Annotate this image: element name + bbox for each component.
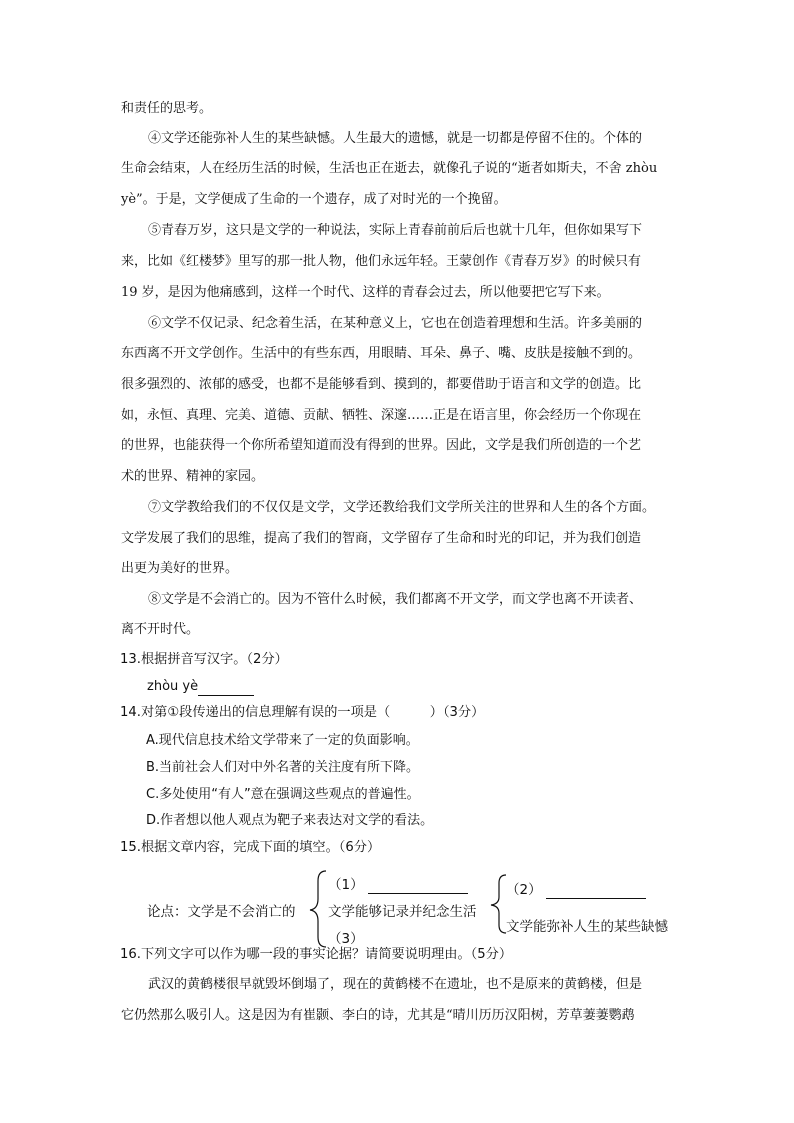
question-14: 14.对第①段传递出的信息理解有误的一项是（ ）（3分）: [120, 705, 485, 720]
passage-paragraph-7-line: ⑦文学教给我们的不仅仅是文学，文学还教给我们文学所关注的世界和人生的各个方面。: [148, 500, 656, 515]
blank-2-line[interactable]: [546, 882, 646, 899]
question-14-option-d: D.作者想以他人观点为靶子来表达对文学的看法。: [146, 813, 434, 828]
question-16-text-line: 武汉的黄鹤楼很早就毁坏倒塌了，现在的黄鹤楼不在遗址，也不是原来的黄鹤楼，但是: [148, 977, 643, 992]
passage-paragraph-6-line: 很多强烈的、浓郁的感受，也都不是能够看到、摸到的，都要借助于语言和文学的创造。比: [121, 377, 642, 392]
passage-paragraph-4-line: 生命会结束，人在经历生活的时候，生活也正在逝去，就像孔子说的“逝者如斯夫，不舍 zhòu: [121, 161, 658, 176]
passage-paragraph-5-line: 来，比如《红楼梦》里写的那一批人物，他们永远年轻。王蒙创作《青春万岁》的时候只有: [121, 254, 642, 269]
passage-paragraph-5-line: 19 岁，是因为他痛感到，这样一个时代、这样的青春会过去，所以他要把它写下来。: [121, 285, 610, 300]
passage-paragraph-6-line: ⑥文学不仅记录、纪念着生活，在某种意义上，它也在创造着理想和生活。许多美丽的: [148, 316, 643, 331]
passage-paragraph-6-line: 术的世界、精神的家园。: [121, 469, 265, 484]
passage-paragraph-6-line: 如，永恒、真理、完美、道德、贡献、牺牲、深邃……正是在语言里，你会经历一个你现在: [121, 408, 642, 423]
blank-2-row: [506, 882, 646, 899]
question-16: 16.下列文字可以作为哪一段的事实论据？请简要说明理由。（5分）: [120, 947, 513, 962]
passage-paragraph-6-line: 的世界，也能获得一个你所希望知道而没有得到的世界。因此，文学是我们所创造的一个艺: [121, 438, 642, 453]
thesis-label: 论点：文学是不会消亡的: [147, 904, 296, 920]
passage-paragraph-7-line: 文学发展了我们的思维，提高了我们的智商，文学留存了生命和时光的印记，并为我们创造: [121, 531, 642, 546]
passage-paragraph-4-line: ④文学还能弥补人生的某些缺憾。人生最大的遗憾，就是一切都是停留不住的。个体的: [148, 131, 643, 146]
blank-3-row: [328, 931, 364, 947]
question-14-option-c: C.多处使用“有人”意在强调这些观点的普遍性。: [146, 787, 420, 802]
blank-2-label: （2）: [506, 882, 542, 898]
answer-blank[interactable]: [198, 679, 254, 696]
diagram-right-label: 文学能弥补人生的某些缺憾: [506, 919, 668, 935]
blank-1-line[interactable]: [368, 877, 468, 894]
passage-paragraph-6-line: 东西离不开文学创作。生活中的有些东西，用眼睛、耳朵、鼻子、嘴、皮肤是接触不到的。: [121, 346, 642, 361]
blank-1-label: （1）: [328, 877, 364, 893]
passage-paragraph-7-line: 出更为美好的世界。: [121, 561, 239, 576]
question-14-option-a: A.现代信息技术给文学带来了一定的负面影响。: [146, 733, 419, 748]
blank-3-label: （3）: [328, 931, 364, 947]
question-15: 15.根据文章内容，完成下面的填空。（6分）: [120, 840, 381, 855]
left-brace: [300, 869, 330, 949]
question-14-option-b: B.当前社会人们对中外名著的关注度有所下降。: [146, 760, 420, 775]
passage-paragraph-8-line: 离不开时代。: [121, 622, 200, 637]
passage-paragraph-8-line: ⑧文学是不会消亡的。因为不管什么时候，我们都离不开文学，而文学也离不开读者、: [148, 592, 643, 607]
question-16-text-line: 它仍然那么吸引人。这是因为有崔颢、李白的诗，尤其是“晴川历历汉阳树，芳草萋萋鹦鹉: [121, 1008, 635, 1023]
passage-paragraph-5-line: ⑤青春万岁，这只是文学的一种说法，实际上青春前前后后也就十几年，但你如果写下: [148, 223, 643, 238]
pinyin-label: zhòu yè: [147, 679, 199, 694]
question-13-pinyin-row: [147, 679, 254, 696]
question-13: 13.根据拼音写汉字。（2分）: [120, 652, 288, 667]
blank-1-row: [328, 877, 468, 894]
passage-line: 和责任的思考。: [121, 101, 213, 116]
passage-paragraph-4-line: yè”。于是，文学便成了生命的一个遗存，成了对时光的一个挽留。: [121, 192, 507, 207]
diagram-middle-label: 文学能够记录并纪念生活: [328, 904, 477, 920]
